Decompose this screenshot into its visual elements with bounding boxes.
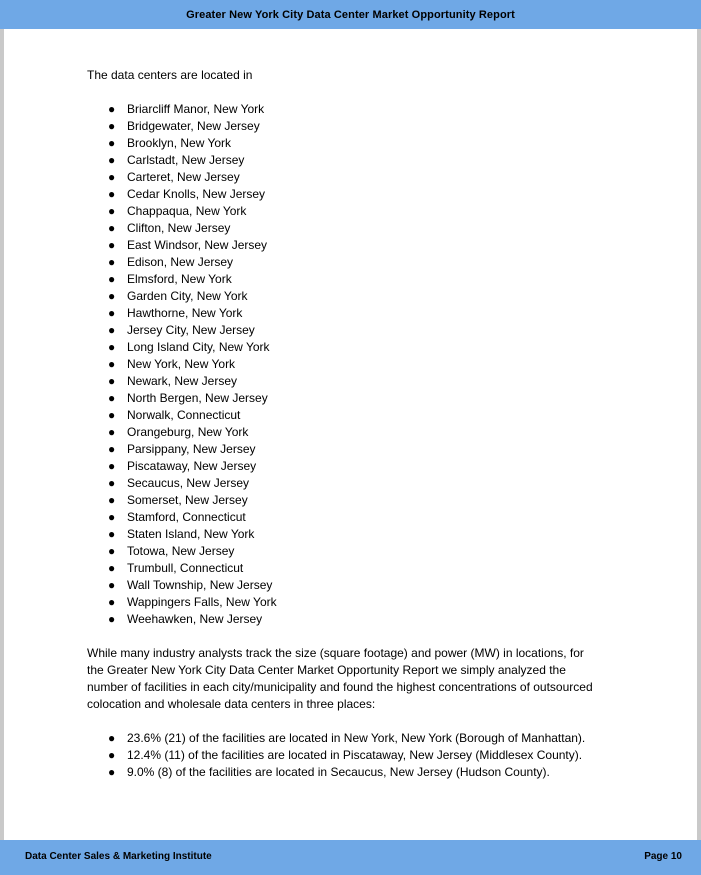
location-item [87, 305, 627, 322]
bullet-icon: ● [108, 102, 116, 116]
bullet-icon: ● [108, 544, 116, 558]
location-item [87, 271, 627, 288]
location-item [87, 492, 627, 509]
location-item [87, 135, 627, 152]
location-item [87, 407, 627, 424]
location-item-text: Somerset, New Jersey [127, 493, 248, 507]
page-header [0, 0, 701, 29]
organization-name: Data Center Sales & Marketing Institute [25, 851, 212, 862]
location-item [87, 441, 627, 458]
page-border-right [697, 29, 701, 840]
location-item [87, 390, 627, 407]
location-item [87, 118, 627, 135]
location-item-text: Staten Island, New York [127, 527, 255, 541]
page-footer [0, 840, 701, 875]
bullet-icon: ● [108, 731, 116, 745]
bullet-icon: ● [108, 476, 116, 490]
location-item-text: Hawthorne, New York [127, 306, 243, 320]
finding-item-text: 23.6% (21) of the facilities are located in New York, New York (Borough of Manhattan). [127, 731, 586, 745]
analysis-line: While many industry analysts track the size (square footage) and power (MW) in locations, for [87, 646, 584, 660]
bullet-icon: ● [108, 765, 116, 779]
bullet-icon: ● [108, 221, 116, 235]
location-item-text: Brooklyn, New York [127, 136, 232, 150]
bullet-icon: ● [108, 748, 116, 762]
location-item [87, 203, 627, 220]
bullet-icon: ● [108, 119, 116, 133]
location-item [87, 220, 627, 237]
bullet-icon: ● [108, 255, 116, 269]
location-item-text: Briarcliff Manor, New York [127, 102, 265, 116]
bullet-icon: ● [108, 612, 116, 626]
location-item-text: Wappingers Falls, New York [127, 595, 277, 609]
bullet-icon: ● [108, 340, 116, 354]
location-item-text: Parsippany, New Jersey [127, 442, 256, 456]
location-item [87, 424, 627, 441]
location-item [87, 526, 627, 543]
location-item [87, 509, 627, 526]
bullet-icon: ● [108, 391, 116, 405]
location-item-text: Secaucus, New Jersey [127, 476, 250, 490]
bullet-icon: ● [108, 510, 116, 524]
analysis-line: the Greater New York City Data Center Market Opportunity Report we simply analyzed the [87, 663, 566, 677]
location-item-text: North Bergen, New Jersey [127, 391, 268, 405]
location-item [87, 577, 627, 594]
location-item-text: Stamford, Connecticut [127, 510, 246, 524]
page-content [87, 67, 627, 781]
location-item [87, 594, 627, 611]
finding-item-text: 12.4% (11) of the facilities are located in Piscataway, New Jersey (Middlesex County). [127, 748, 583, 762]
location-item-text: New York, New York [127, 357, 236, 371]
location-item [87, 560, 627, 577]
location-item [87, 475, 627, 492]
location-item [87, 543, 627, 560]
bullet-icon: ● [108, 187, 116, 201]
location-item-text: Carlstadt, New Jersey [127, 153, 245, 167]
location-item [87, 237, 627, 254]
location-item-text: Weehawken, New Jersey [127, 612, 263, 626]
location-item-text: Cedar Knolls, New Jersey [127, 187, 266, 201]
location-item [87, 356, 627, 373]
bullet-icon: ● [108, 204, 116, 218]
bullet-icon: ● [108, 595, 116, 609]
bullet-icon: ● [108, 425, 116, 439]
location-item-text: Piscataway, New Jersey [127, 459, 257, 473]
bullet-icon: ● [108, 527, 116, 541]
report-title: Greater New York City Data Center Market Opportunity Report [186, 8, 515, 21]
bullet-icon: ● [108, 323, 116, 337]
intro-text: The data centers are located in [87, 68, 253, 82]
locations-list [87, 101, 627, 628]
location-item [87, 611, 627, 628]
location-item [87, 288, 627, 305]
bullet-icon: ● [108, 153, 116, 167]
location-item-text: Bridgewater, New Jersey [127, 119, 260, 133]
bullet-icon: ● [108, 578, 116, 592]
bullet-icon: ● [108, 442, 116, 456]
location-item [87, 322, 627, 339]
location-item-text: Norwalk, Connecticut [127, 408, 241, 422]
analysis-paragraph [87, 645, 627, 713]
bullet-icon: ● [108, 561, 116, 575]
analysis-line: colocation and wholesale data centers in three places: [87, 697, 376, 711]
location-item [87, 373, 627, 390]
bullet-icon: ● [108, 238, 116, 252]
location-item-text: Totowa, New Jersey [127, 544, 235, 558]
location-item-text: Jersey City, New Jersey [127, 323, 255, 337]
location-item-text: Edison, New Jersey [127, 255, 234, 269]
analysis-line: number of facilities in each city/municipality and found the highest concentrations of outsourced [87, 680, 593, 694]
location-item [87, 458, 627, 475]
bullet-icon: ● [108, 136, 116, 150]
location-item-text: Trumbull, Connecticut [127, 561, 244, 575]
bullet-icon: ● [108, 459, 116, 473]
bullet-icon: ● [108, 357, 116, 371]
location-item-text: Wall Township, New Jersey [127, 578, 273, 592]
location-item [87, 186, 627, 203]
bullet-icon: ● [108, 170, 116, 184]
bullet-icon: ● [108, 408, 116, 422]
location-item-text: Clifton, New Jersey [127, 221, 231, 235]
finding-item [87, 747, 627, 764]
location-item-text: Garden City, New York [127, 289, 248, 303]
location-item-text: Carteret, New Jersey [127, 170, 240, 184]
finding-item [87, 730, 627, 747]
findings-list [87, 730, 627, 781]
bullet-icon: ● [108, 272, 116, 286]
finding-item-text: 9.0% (8) of the facilities are located in Secaucus, New Jersey (Hudson County). [127, 765, 550, 779]
bullet-icon: ● [108, 493, 116, 507]
bullet-icon: ● [108, 374, 116, 388]
location-item [87, 101, 627, 118]
location-item-text: Orangeburg, New York [127, 425, 249, 439]
location-item-text: East Windsor, New Jersey [127, 238, 268, 252]
page-number: Page 10 [644, 851, 682, 862]
location-item [87, 254, 627, 271]
page-border-left [0, 29, 4, 840]
bullet-icon: ● [108, 289, 116, 303]
finding-item [87, 764, 627, 781]
location-item-text: Long Island City, New York [127, 340, 270, 354]
bullet-icon: ● [108, 306, 116, 320]
location-item-text: Chappaqua, New York [127, 204, 247, 218]
location-item [87, 339, 627, 356]
location-item-text: Elmsford, New York [127, 272, 232, 286]
location-item-text: Newark, New Jersey [127, 374, 238, 388]
location-item [87, 152, 627, 169]
location-item [87, 169, 627, 186]
